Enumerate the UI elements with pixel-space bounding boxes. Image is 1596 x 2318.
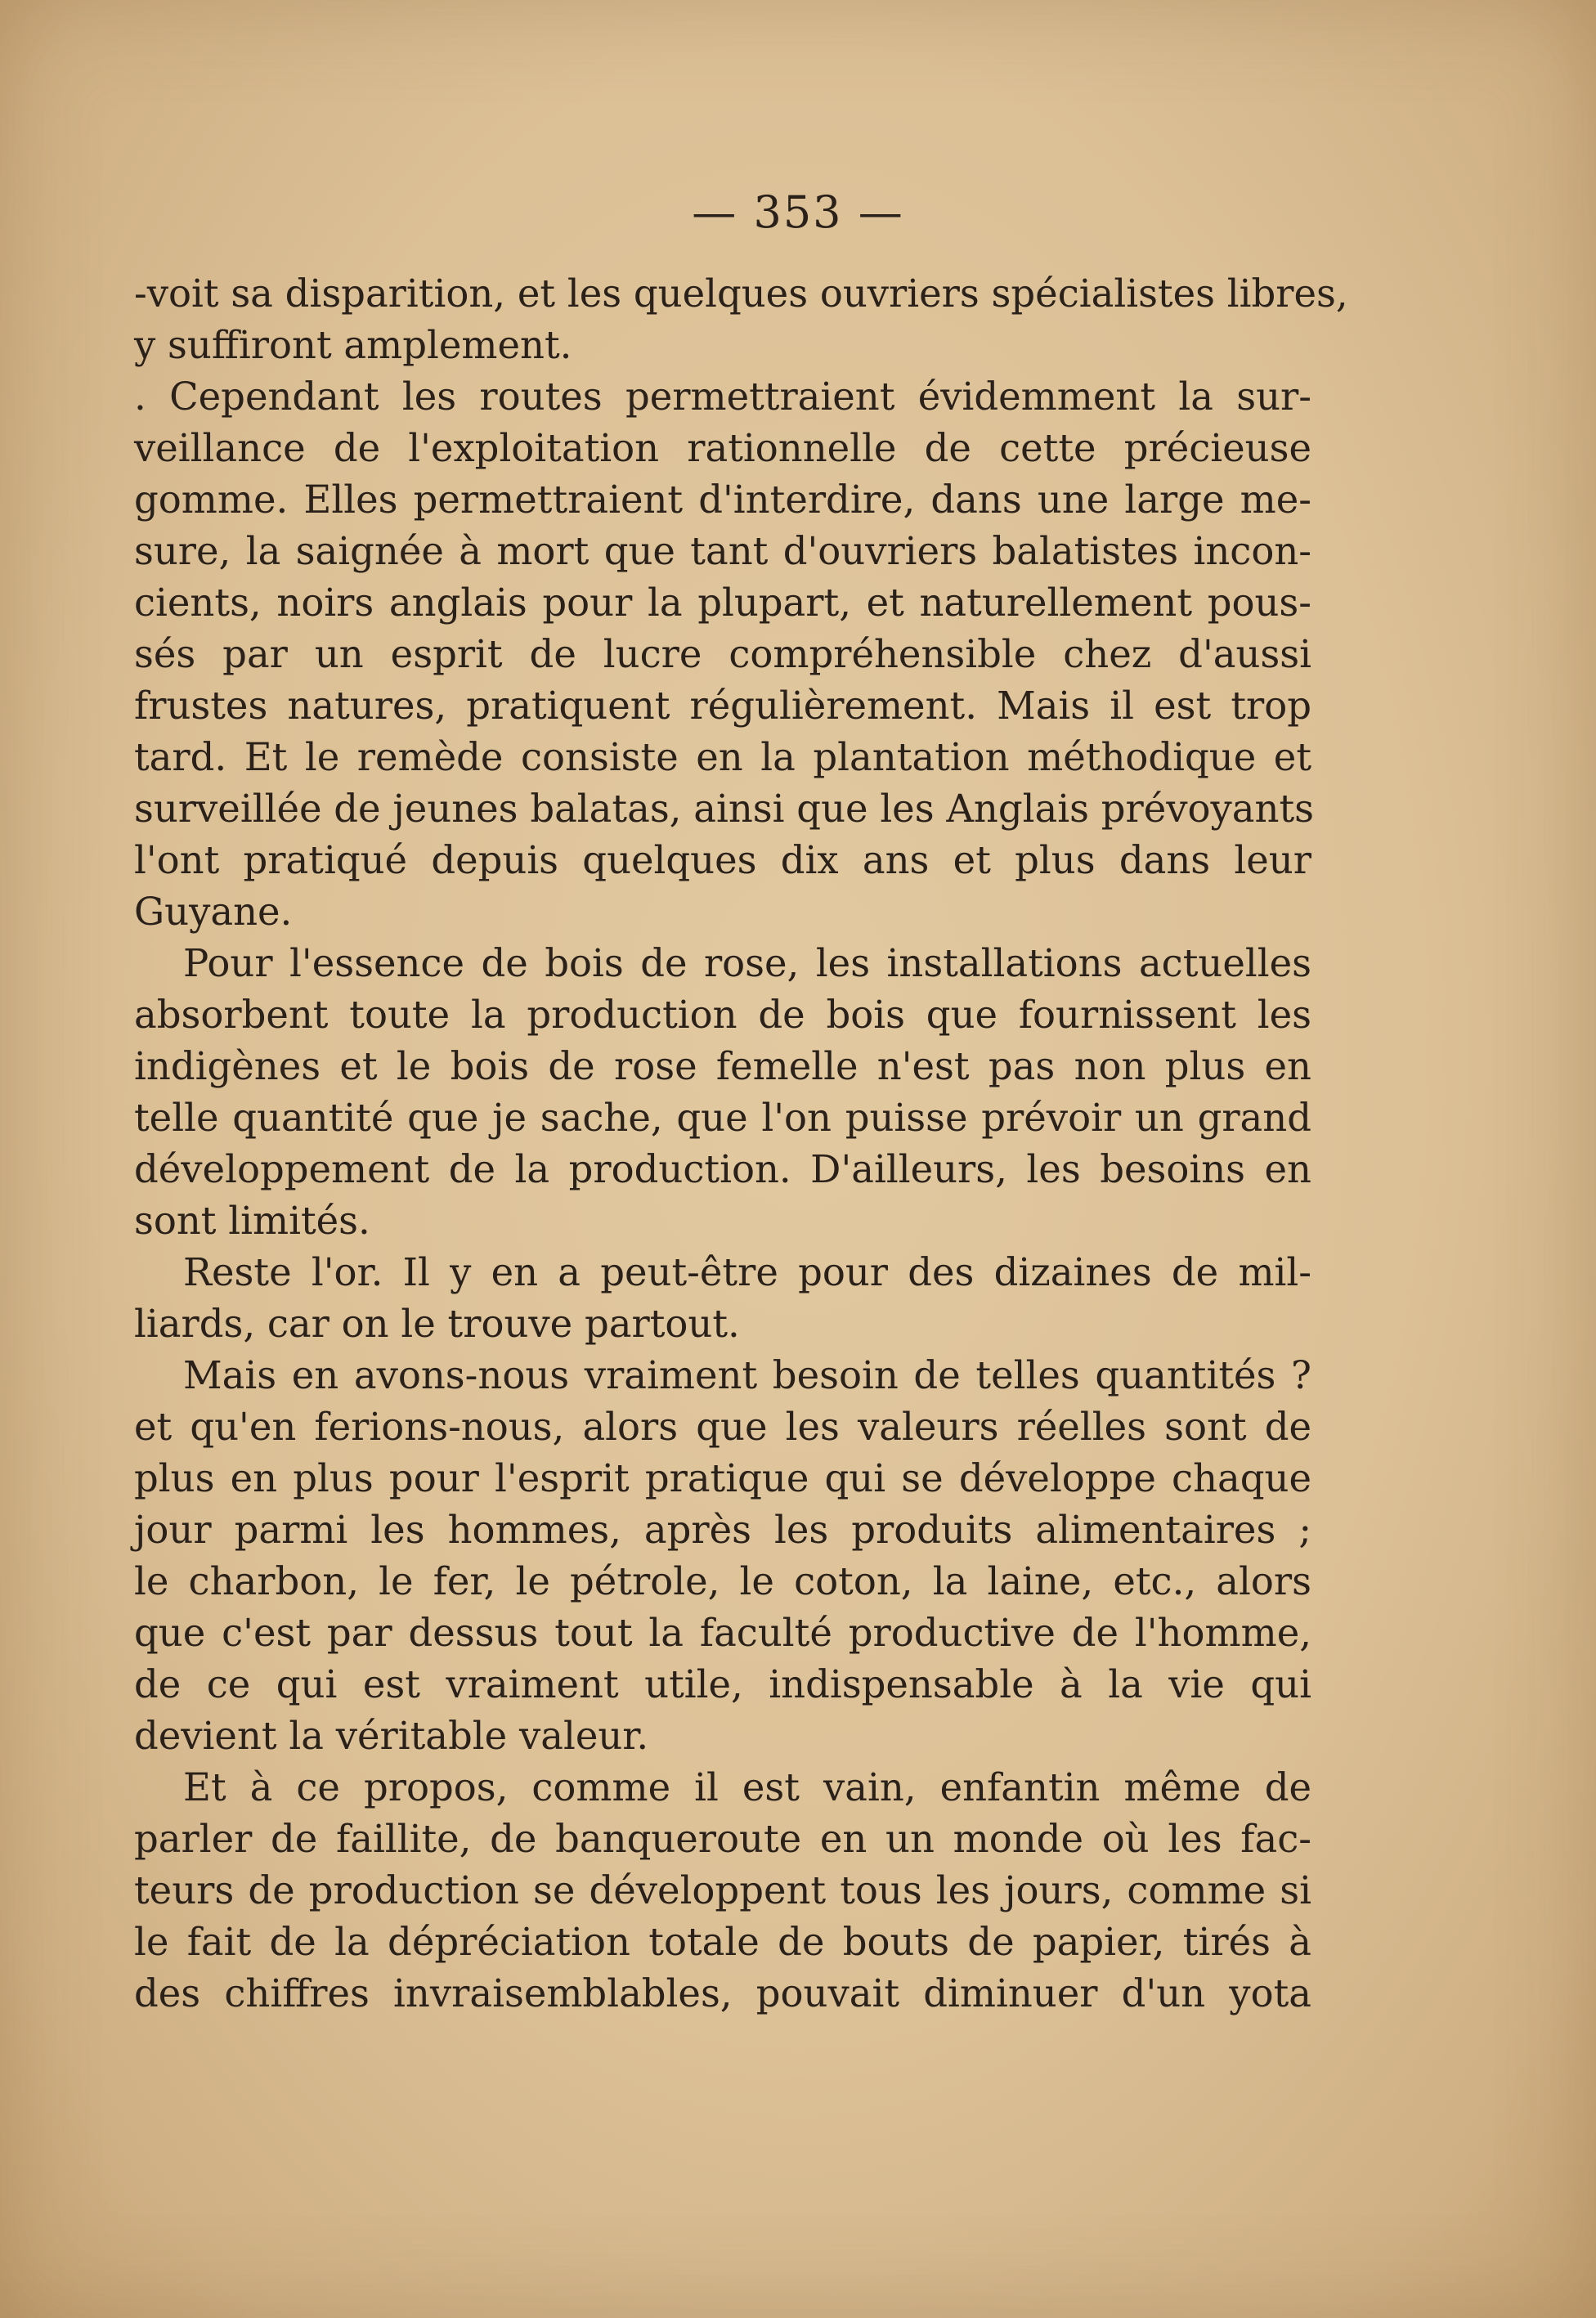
text-line: tard. Et le remède consiste en la plantation méthodique et: [134, 735, 1311, 779]
text-line: Mais en avons-nous vraiment besoin de telles quantités ?: [183, 1353, 1311, 1397]
text-line: -voit sa disparition, et les quelques ouvriers spécialistes libres,: [134, 271, 1348, 316]
text-line: sés par un esprit de lucre compréhensible chez d'aussi: [134, 632, 1311, 676]
text-line: l'ont pratiqué depuis quelques dix ans et plus dans leur: [134, 838, 1311, 882]
text-line: développement de la production. D'ailleurs, les besoins en: [134, 1147, 1311, 1191]
text-line: y suffiront amplement.: [134, 323, 572, 367]
text-line: jour parmi les hommes, après les produits alimentaires ;: [134, 1508, 1311, 1552]
text-line: de ce qui est vraiment utile, indispensable à la vie qui: [134, 1662, 1311, 1706]
text-line: liards, car on le trouve partout.: [134, 1302, 740, 1346]
text-line: teurs de production se développent tous les jours, comme si: [134, 1868, 1311, 1912]
text-line: Pour l'essence de bois de rose, les installations actuelles: [183, 941, 1311, 985]
body-text: [134, 268, 1348, 2020]
text-line: Guyane.: [134, 890, 293, 934]
text-line: le fait de la dépréciation totale de bouts de papier, tirés à: [134, 1920, 1311, 1964]
text-line: le charbon, le fer, le pétrole, le coton, la laine, etc., alors: [134, 1559, 1311, 1603]
text-line: . Cependant les routes permettraient évidemment la sur-: [134, 374, 1311, 419]
page-number: — 353 —: [692, 186, 904, 238]
text-line: plus en plus pour l'esprit pratique qui se développe chaque: [134, 1456, 1311, 1500]
text-line: sont limités.: [134, 1199, 370, 1243]
text-line: des chiffres invraisemblables, pouvait diminuer d'un yota: [134, 1971, 1311, 2015]
text-line: surveillée de jeunes balatas, ainsi que les Anglais prévoyants: [134, 787, 1315, 831]
text-line: devient la véritable valeur.: [134, 1714, 649, 1758]
text-line: telle quantité que je sache, que l'on puisse prévoir un grand: [134, 1096, 1311, 1140]
text-line: veillance de l'exploitation rationnelle de cette précieuse: [134, 426, 1311, 470]
text-line: Reste l'or. Il y en a peut-être pour des dizaines de mil-: [183, 1250, 1311, 1294]
text-line: cients, noirs anglais pour la plupart, et naturellement pous-: [134, 581, 1311, 625]
text-line: absorbent toute la production de bois que fournissent les: [134, 993, 1311, 1037]
text-line: frustes natures, pratiquent régulièrement. Mais il est trop: [134, 684, 1311, 728]
text-line: gomme. Elles permettraient d'interdire, dans une large me-: [134, 477, 1311, 522]
text-line: Et à ce propos, comme il est vain, enfantin même de: [183, 1765, 1311, 1809]
text-line: et qu'en ferions-nous, alors que les valeurs réelles sont de: [134, 1405, 1311, 1449]
text-line: parler de faillite, de banqueroute en un monde où les fac-: [134, 1817, 1311, 1861]
text-line: sure, la saignée à mort que tant d'ouvriers balatistes incon-: [134, 529, 1311, 573]
text-line: que c'est par dessus tout la faculté productive de l'homme,: [134, 1611, 1311, 1655]
text-line: indigènes et le bois de rose femelle n'est pas non plus en: [134, 1044, 1311, 1088]
